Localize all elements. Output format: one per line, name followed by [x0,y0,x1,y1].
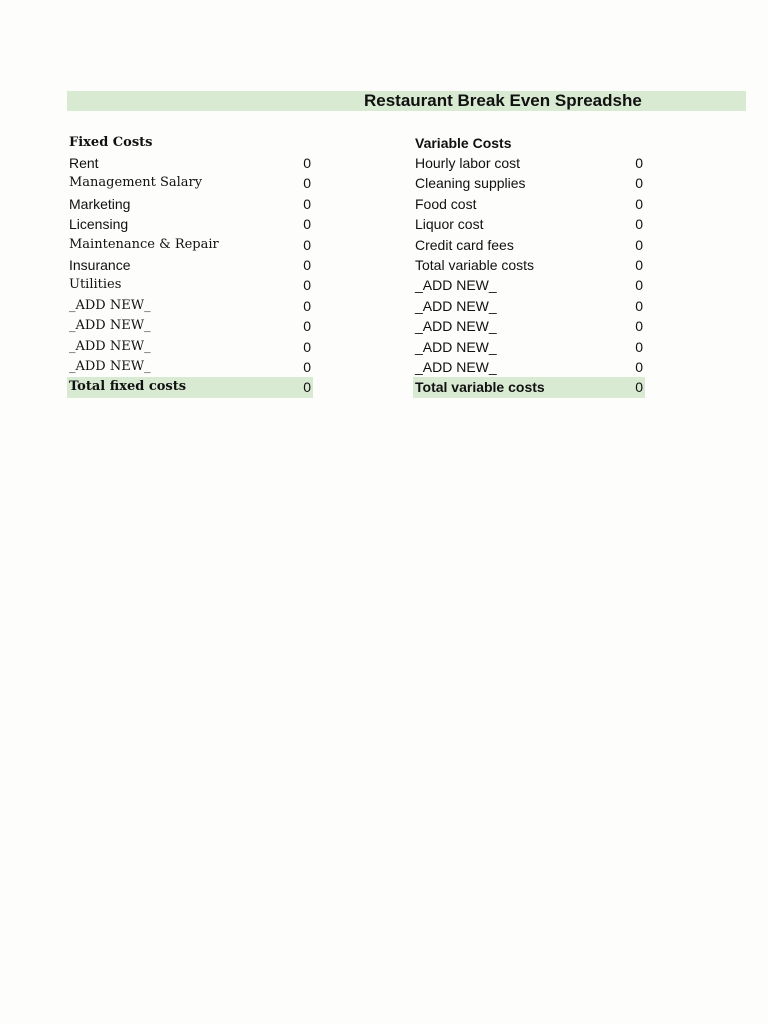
variable-cost-row [413,194,645,214]
variable-cost-value[interactable]: 0 [635,358,643,375]
fixed-cost-label[interactable]: _ADD NEW_ [69,318,151,334]
fixed-cost-value[interactable]: 0 [303,338,311,355]
fixed-costs-heading: Fixed Costs [69,135,153,150]
fixed-cost-row [67,275,313,295]
variable-cost-label[interactable]: _ADD NEW_ [415,297,497,314]
variable-cost-row [413,316,645,336]
variable-costs-total-value: 0 [635,379,643,396]
fixed-cost-row [67,255,313,275]
fixed-costs-total-label: Total fixed costs [69,379,187,395]
title-bar [67,91,746,111]
variable-cost-label[interactable]: _ADD NEW_ [415,338,497,355]
variable-cost-value[interactable]: 0 [635,236,643,253]
fixed-cost-value[interactable]: 0 [303,216,311,233]
variable-cost-label: Food cost [415,195,477,212]
variable-cost-value[interactable]: 0 [635,195,643,212]
variable-cost-row [413,357,645,377]
variable-cost-label: Liquor cost [415,216,484,233]
variable-cost-label: Cleaning supplies [415,175,526,192]
fixed-cost-label[interactable]: _ADD NEW_ [69,358,151,374]
variable-cost-row [413,275,645,295]
variable-cost-value[interactable]: 0 [635,277,643,294]
variable-costs-total-row [413,377,645,397]
fixed-cost-row [67,316,313,336]
fixed-cost-label: Rent [69,155,99,171]
variable-costs-heading: Variable Costs [415,135,512,151]
variable-cost-row [413,235,645,255]
variable-cost-label: Credit card fees [415,236,514,253]
variable-cost-value[interactable]: 0 [635,216,643,233]
variable-cost-label: Total variable costs [415,256,535,273]
variable-cost-label[interactable]: _ADD NEW_ [415,318,497,335]
variable-cost-row [413,337,645,357]
page-title: Restaurant Break Even Spreadshe [364,91,642,110]
fixed-cost-value[interactable]: 0 [303,256,311,273]
variable-cost-value[interactable]: 0 [635,297,643,314]
variable-cost-row [413,153,645,173]
variable-cost-value[interactable]: 0 [635,155,643,171]
variable-cost-label[interactable]: _ADD NEW_ [415,277,497,294]
variable-costs-section [413,133,645,398]
fixed-cost-label[interactable]: _ADD NEW_ [69,297,151,313]
fixed-cost-row [67,194,313,214]
fixed-cost-row [67,153,313,173]
fixed-cost-row [67,296,313,316]
variable-costs-total-label: Total variable costs [415,379,545,396]
fixed-cost-value[interactable]: 0 [303,318,311,335]
fixed-cost-value[interactable]: 0 [303,358,311,375]
variable-cost-value[interactable]: 0 [635,175,643,192]
fixed-cost-row [67,214,313,234]
fixed-cost-row [67,357,313,377]
fixed-cost-label: Maintenance & Repair [69,236,219,252]
fixed-cost-value[interactable]: 0 [303,155,311,171]
variable-cost-row [413,255,645,275]
variable-cost-row [413,173,645,193]
fixed-cost-label[interactable]: _ADD NEW_ [69,338,151,354]
variable-cost-value[interactable]: 0 [635,256,643,273]
fixed-cost-row [67,173,313,193]
fixed-cost-row [67,235,313,255]
fixed-cost-label: Marketing [69,195,131,212]
fixed-cost-value[interactable]: 0 [303,195,311,212]
variable-cost-label: Hourly labor cost [415,155,521,171]
fixed-cost-row [67,337,313,357]
fixed-costs-section [67,133,313,398]
fixed-costs-total-row [67,377,313,397]
fixed-cost-label: Management Salary [69,175,203,191]
variable-cost-value[interactable]: 0 [635,338,643,355]
fixed-cost-value[interactable]: 0 [303,175,311,192]
variable-cost-row [413,296,645,316]
fixed-cost-label: Licensing [69,216,129,233]
fixed-cost-value[interactable]: 0 [303,277,311,294]
fixed-cost-label: Insurance [69,256,131,273]
variable-cost-label[interactable]: _ADD NEW_ [415,358,497,375]
fixed-cost-label: Utilities [69,277,122,293]
fixed-cost-value[interactable]: 0 [303,297,311,314]
variable-cost-row [413,214,645,234]
fixed-cost-value[interactable]: 0 [303,236,311,253]
variable-cost-value[interactable]: 0 [635,318,643,335]
fixed-costs-total-value: 0 [303,379,311,396]
